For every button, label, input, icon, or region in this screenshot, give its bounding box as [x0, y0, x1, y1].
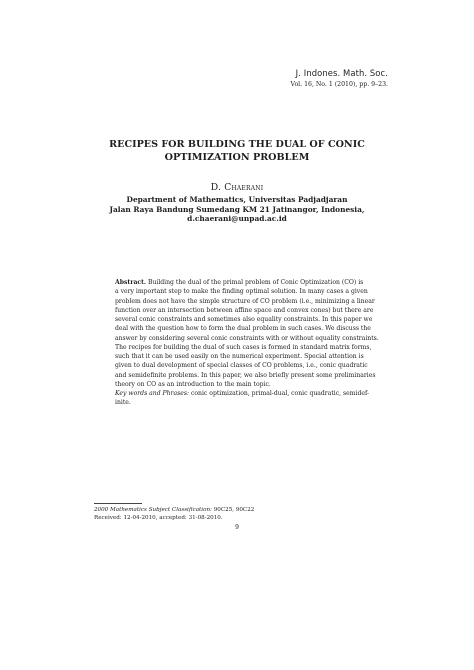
author-name: D. Chaerani	[210, 182, 264, 193]
abstract-line: The recipes for building the dual of such cases is formed in standard matrix forms,	[115, 343, 372, 351]
abstract-line: and semidefinite problems. In this paper, we also briefly present some preliminaries	[115, 371, 376, 379]
affiliation-address: Jalan Raya Bandung Sumedang KM 21 Jatinangor, Indonesia,	[109, 204, 365, 214]
abstract-line: a very important step to make the finding optimal solution. In many cases a given	[115, 288, 368, 296]
journal-name: J. Indones. Math. Soc.	[295, 68, 388, 78]
msc-codes: 90C25, 90C22	[213, 507, 255, 513]
affiliation	[0, 195, 474, 224]
page-number: 9	[235, 524, 239, 531]
keywords-label: Key words and Phrases:	[115, 390, 190, 397]
paper-title-line: RECIPES FOR BUILDING THE DUAL OF CONIC	[109, 139, 365, 150]
keywords-line: inite.	[115, 399, 131, 407]
abstract-line: such that it can be used easily on the numerical experiment. Special attention is	[115, 353, 364, 360]
abstract-line: answer by considering several conic constraints with or without equality constraints.	[115, 334, 379, 342]
keywords	[115, 389, 370, 408]
msc-classification	[94, 506, 394, 514]
keywords-line: Key words and Phrases: conic optimization, primal-dual, conic quadratic, semidef-	[115, 390, 370, 397]
abstract-body	[115, 278, 379, 389]
abstract	[115, 278, 379, 408]
abstract-line: theory on CO as an introduction to the main topic.	[115, 380, 271, 388]
received-dates: Received: 12-04-2010, accepted: 31-08-2010.	[94, 515, 223, 522]
abstract-line: function over an intersection between affine space and convex cones) but there are	[115, 306, 374, 314]
paper-title-line: OPTIMIZATION PROBLEM	[164, 152, 310, 163]
abstract-line: problem does not have the simple structure of CO problem (i.e., minimizing a linear	[115, 297, 375, 305]
affiliation-email: d.chaerani@unpad.ac.id	[187, 214, 287, 224]
abstract-line: given to dual development of special classes of CO problems, i.e., conic quadratic	[115, 362, 368, 370]
abstract-line: deal with the question how to form the dual problem in such cases. We discuss the	[115, 325, 371, 333]
msc-label: 2000 Mathematics Subject Classification:	[94, 507, 212, 513]
footnotes	[94, 506, 394, 523]
abstract-label: Abstract.	[115, 279, 147, 286]
affiliation-department: Department of Mathematics, Universitas Padjadjaran	[126, 195, 348, 204]
footnote-rule	[94, 503, 142, 504]
paper-title	[0, 138, 474, 164]
volume-info: Vol. 16, No. 1 (2010), pp. 9–23.	[290, 81, 388, 88]
abstract-line: Abstract. Building the dual of the primal problem of Conic Optimization (CO) is	[115, 279, 364, 286]
abstract-line: several conic constraints and sometimes also equality constraints. In this paper we	[115, 316, 373, 323]
